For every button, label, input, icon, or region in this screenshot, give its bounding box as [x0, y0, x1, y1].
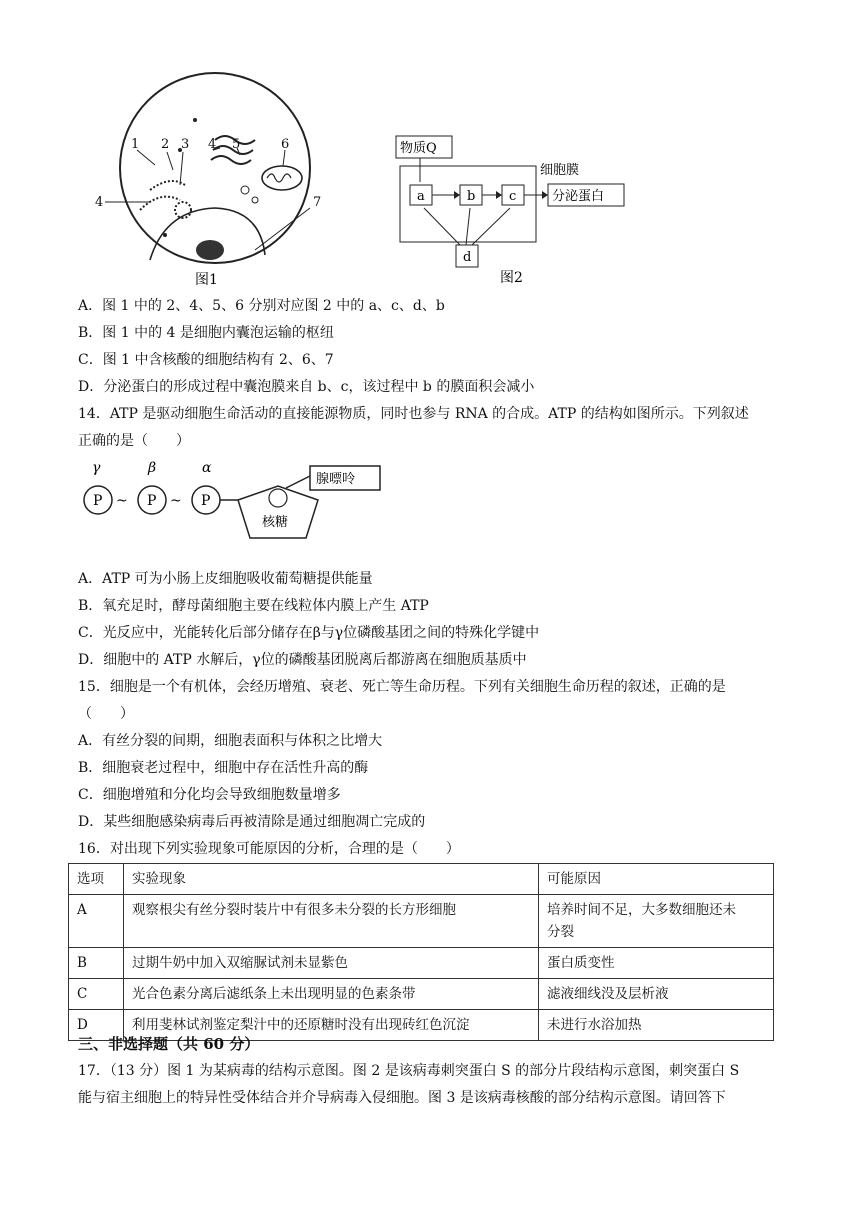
atp-bond-2: ~: [170, 493, 182, 509]
fig1-label-3: 3: [181, 137, 190, 152]
q14-stem-cont: 正确的是（ ）: [78, 433, 190, 449]
q13-option-c: C．图 1 中含核酸的细胞结构有 2、6、7: [78, 352, 334, 368]
cause-line-2: 分裂: [547, 924, 574, 940]
atp-phosphate-alpha: P: [201, 493, 211, 509]
fig2-membrane: 细胞膜: [540, 163, 580, 178]
q14-stem: 14．ATP 是驱动细胞生命活动的直接能源物质，同时也参与 RNA 的合成。ATP 的结构如图所示。下列叙述: [78, 406, 749, 422]
q15-stem: 15．细胞是一个有机体，会经历增殖、衰老、死亡等生命历程。下列有关细胞生命历程的叙述，正确的是: [78, 679, 726, 695]
fig2-substance-q: 物质Q: [400, 141, 437, 156]
atp-phosphate-gamma: P: [93, 493, 103, 509]
fig2-caption: 图2: [500, 270, 523, 286]
fig1-label-7: 7: [313, 195, 322, 210]
fig1-label-6: 6: [281, 137, 290, 152]
table-header-row: [69, 864, 774, 895]
atp-structure-diagram: [78, 458, 398, 548]
q13-option-a: A．图 1 中的 2、4、5、6 分别对应图 2 中的 a、c、d、b: [78, 298, 445, 314]
q13-option-d: D．分泌蛋白的形成过程中囊泡膜来自 b、c，该过程中 b 的膜面积会减小: [78, 379, 535, 395]
q15-option-d: D．某些细胞感染病毒后再被清除是通过细胞凋亡完成的: [78, 814, 426, 830]
q14-option-c: C．光反应中，光能转化后部分储存在β与γ位磷酸基团之间的特殊化学键中: [78, 625, 540, 641]
fig2-box-d: d: [463, 250, 472, 265]
atp-beta: β: [148, 460, 157, 476]
fig1-label-4: 4: [208, 137, 217, 152]
table-header-cause: 可能原因: [539, 864, 774, 895]
row-cause: 蛋白质变性: [539, 948, 774, 979]
q14-option-b: B．氧充足时，酵母菌细胞主要在线粒体内膜上产生 ATP: [78, 598, 429, 614]
cause-line-1: 培养时间不足，大多数细胞还未: [547, 902, 736, 918]
fig1-label-2: 2: [161, 137, 170, 152]
q17-stem-cont: 能与宿主细胞上的特异性受体结合并介导病毒入侵细胞。图 3 是该病毒核酸的部分结构示意图。请回答下: [78, 1090, 726, 1106]
row-option: D: [69, 1010, 124, 1041]
atp-sugar-label: 核糖: [262, 515, 289, 530]
atp-phosphate-beta: P: [147, 493, 157, 509]
row-option: B: [69, 948, 124, 979]
fig2-box-c: c: [509, 189, 517, 204]
atp-gamma: γ: [92, 460, 101, 476]
fig2-product: 分泌蛋白: [552, 189, 605, 204]
fig2-box-a: a: [417, 189, 425, 204]
table-header-option: 选项: [69, 864, 124, 895]
q16-table: [68, 863, 774, 1041]
row-option: A: [69, 895, 124, 948]
row-phenomenon: 光合色素分离后滤纸条上未出现明显的色素条带: [124, 979, 539, 1010]
atp-alpha: α: [202, 460, 212, 476]
figure-1-cell-diagram: [95, 60, 335, 290]
fig2-box-b: b: [467, 189, 476, 204]
row-phenomenon: 观察根尖有丝分裂时装片中有很多未分裂的长方形细胞: [124, 895, 539, 948]
fig1-label-4-left: 4: [95, 195, 104, 210]
row-phenomenon: 利用斐林试剂鉴定梨汁中的还原糖时没有出现砖红色沉淀: [124, 1010, 539, 1041]
q15-option-b: B．细胞衰老过程中，细胞中存在活性升高的酶: [78, 760, 369, 776]
table-header-phenomenon: 实验现象: [124, 864, 539, 895]
row-cause: [539, 895, 774, 948]
row-phenomenon: 过期牛奶中加入双缩脲试剂未显紫色: [124, 948, 539, 979]
q14-option-a: A．ATP 可为小肠上皮细胞吸收葡萄糖提供能量: [78, 571, 373, 587]
figure-2-flow-diagram: [390, 130, 630, 290]
section-heading: 三、非选择题（共 60 分）: [78, 1035, 260, 1053]
row-option: C: [69, 979, 124, 1010]
row-cause: 滤液细线没及层析液: [539, 979, 774, 1010]
q14-option-d: D．细胞中的 ATP 水解后，γ位的磷酸基团脱离后都游离在细胞质基质中: [78, 652, 527, 668]
q13-option-b: B．图 1 中的 4 是细胞内囊泡运输的枢纽: [78, 325, 334, 341]
q15-option-c: C．细胞增殖和分化均会导致细胞数量增多: [78, 787, 341, 803]
fig1-caption: 图1: [195, 272, 218, 288]
row-cause: 未进行水浴加热: [539, 1010, 774, 1041]
atp-base-label: 腺嘌呤: [316, 472, 356, 487]
fig1-label-1: 1: [131, 137, 140, 152]
table-row: [69, 948, 774, 979]
atp-bond-1: ~: [116, 493, 128, 509]
fig1-label-5: 5: [232, 137, 241, 152]
q15-stem-cont: （ ）: [78, 706, 134, 722]
q15-option-a: A．有丝分裂的间期，细胞表面积与体积之比增大: [78, 733, 383, 749]
table-row: [69, 979, 774, 1010]
q16-stem: 16．对出现下列实验现象可能原因的分析，合理的是（ ）: [78, 841, 460, 857]
table-row: [69, 895, 774, 948]
q17-stem: 17．（13 分）图 1 为某病毒的结构示意图。图 2 是该病毒刺突蛋白 S 的部分片段结构示意图，刺突蛋白 S: [78, 1063, 740, 1079]
